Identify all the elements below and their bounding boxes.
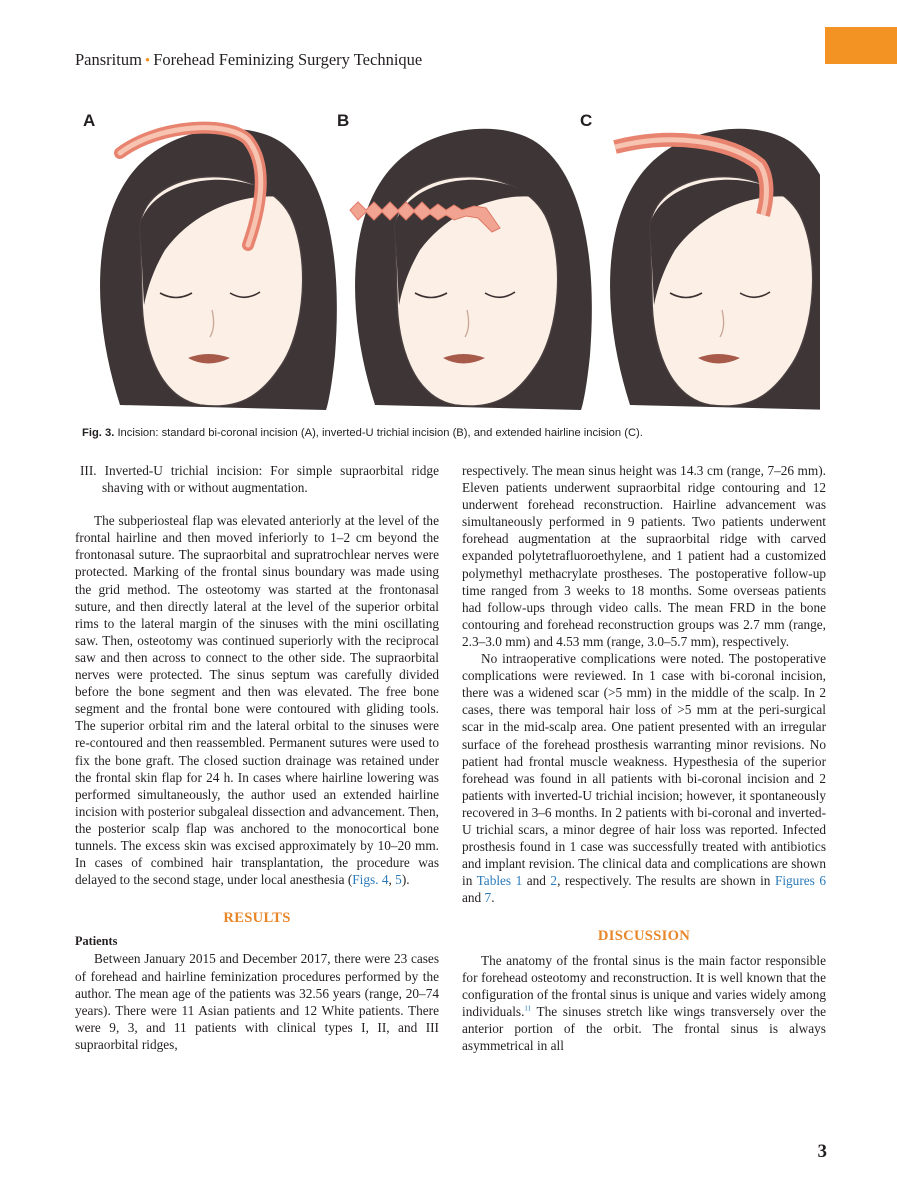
caption-label: Fig. 3. — [82, 427, 115, 439]
header-author: Pansritum — [75, 50, 142, 69]
running-header — [75, 50, 422, 70]
header-title: Forehead Feminizing Surgery Technique — [153, 50, 423, 69]
panel-a-head — [100, 128, 337, 410]
complications-paragraph: No intraoperative complications were noted. The postoperative complications were reviewed. In 1 case with bi-coronal incision, there was a widened scar (>5 mm) in the middle of the scalp. In 2 cases, there was temporal hair loss of >5 mm at the peri-surgical scar in the mid-scalp area. One patient presented with an irregular surface of the forehead prosthesis warranting minor revisions. No patient had frontal muscle weakness. Hypesthesia of the superior forehead was found in all patients with bi-coronal incision and 2 patients with inverted-U trichial incision; however, it spontaneously recovered in 3–6 months. In 2 patients with bi-coronal and inverted-U trichial scars, a minor degree of hair loss was reported. Infected prosthesis found in 1 case was successfully treated with antibiotics and implant revision. The clinical data and complications are shown in Tables 1 and 2, respectively. The results are shown in Figures 6 and 7. — [462, 651, 826, 906]
panel-label-b: B — [337, 111, 350, 130]
table-2-link[interactable]: 2 — [550, 873, 558, 889]
left-column — [75, 462, 439, 1053]
tables-1-link[interactable]: Tables 1 — [476, 873, 523, 889]
right-column — [462, 462, 826, 1054]
caption-text: Incision: standard bi-coronal incision (A), inverted-U trichial incision (B), and extended hairline incision (C). — [117, 427, 643, 439]
results-paragraph-continued: respectively. The mean sinus height was 14.3 cm (range, 7–26 mm). Eleven patients underwent supraorbital ridge contouring and 12 underwent forehead reconstruction. Hairline advancement was simultaneously performed in 9 patients. Two patients underwent forehead augmentation at the supraorbital ridge with carved expanded polytetrafluoroethylene, and 1 patient had a customized polymethyl methacrylate prostheses. The postoperative follow-up time ranged from 3 weeks to 18 months. Some overseas patients had follow-ups through video calls. The mean FRD in the bone contouring and forehead reconstruction groups was 2.7 mm (range, 2.3–3.0 mm) and 4.53 mm (range, 3.0–5.7 mm), respectively. — [462, 463, 826, 649]
header-separator-dot: • — [144, 53, 151, 69]
panel-label-a: A — [83, 111, 96, 130]
patients-paragraph: Between January 2015 and December 2017, there were 23 cases of forehead and hairline feminization procedures performed by the author. The mean age of the patients was 32.56 years (range, 20–74 years). There were 11 Asian patients and 12 White patients. There were 9, 3, and 11 patients with clinical types I, II, and III supraorbital ridges, — [75, 951, 439, 1052]
figure-3 — [80, 105, 820, 415]
chapter-color-tab — [825, 27, 897, 64]
figure-3-illustration — [80, 105, 820, 415]
page-number: 3 — [817, 1141, 827, 1162]
figures-6-link[interactable]: Figures 6 — [774, 873, 826, 889]
fig-5-link[interactable]: 5 — [395, 872, 402, 888]
figure-caption — [82, 427, 822, 439]
patients-subheading: Patients — [75, 934, 118, 949]
figure-7-link[interactable]: 7 — [484, 890, 492, 906]
panel-b-head — [350, 129, 592, 410]
figs-4-link[interactable]: Figs. 4 — [352, 872, 389, 888]
methods-paragraph: The subperiosteal flap was elevated anteriorly at the level of the frontal hairline and then moved inferiorly to 1–2 cm beyond the frontonasal suture. The supraorbital and supratrochlear nerves were protected. Marking of the frontal sinus boundary was made using the grid method. The osteotomy was started at the frontonasal suture, and then directly lateral at the level of the superior orbital rims to the lateral margin of the sinuses with the mini oscillating saw. Then, osteotomy was continued superiorly with the reciprocal saw and then across to connect to the other side. The supraorbital nerves were protected. The sinus septum was carefully divided before the bone segment and then was elevated. The free bone segment and the frontal bone were contoured with gliding tools. The superior orbital rim and the lateral orbital to the sinuses were re-contoured and then reassembled. Permanent sutures were used to fix the bone graft. The closed suction drainage was retained under the frontal skin flap for 24 h. In cases where hairline lowering was performed simultaneously, the author used an extended hairline incision with posterior subgaleal dissection and advancement. Then, the posterior scalp flap was anchored to the monocortical bone tunnels. The excess skin was excised approximately by 10–20 mm. In cases of combined hair transplantation, the procedure was delayed to the second stage, under local anesthesia (Figs. 4, 5). — [75, 513, 439, 888]
results-heading: RESULTS — [223, 910, 291, 927]
discussion-paragraph: The anatomy of the frontal sinus is the main factor responsible for forehead osteotomy and reconstruction. It is well known that the configuration of the frontal sinus is unique and varies widely among individuals.$^{11}$ The sinuses stretch like wings transversely over the anterior portion of the orbit. The frontal sinus is always asymmetrical in all — [462, 952, 826, 1053]
panel-c-head — [610, 129, 820, 410]
discussion-heading: DISCUSSION — [597, 928, 691, 945]
list-item-iii: III. Inverted-U trichial incision: For simple supraorbital ridge shaving with or without augmentation. — [80, 463, 439, 496]
reference-11-link[interactable]: 11 — [524, 1004, 532, 1013]
panel-label-c: C — [580, 111, 593, 130]
